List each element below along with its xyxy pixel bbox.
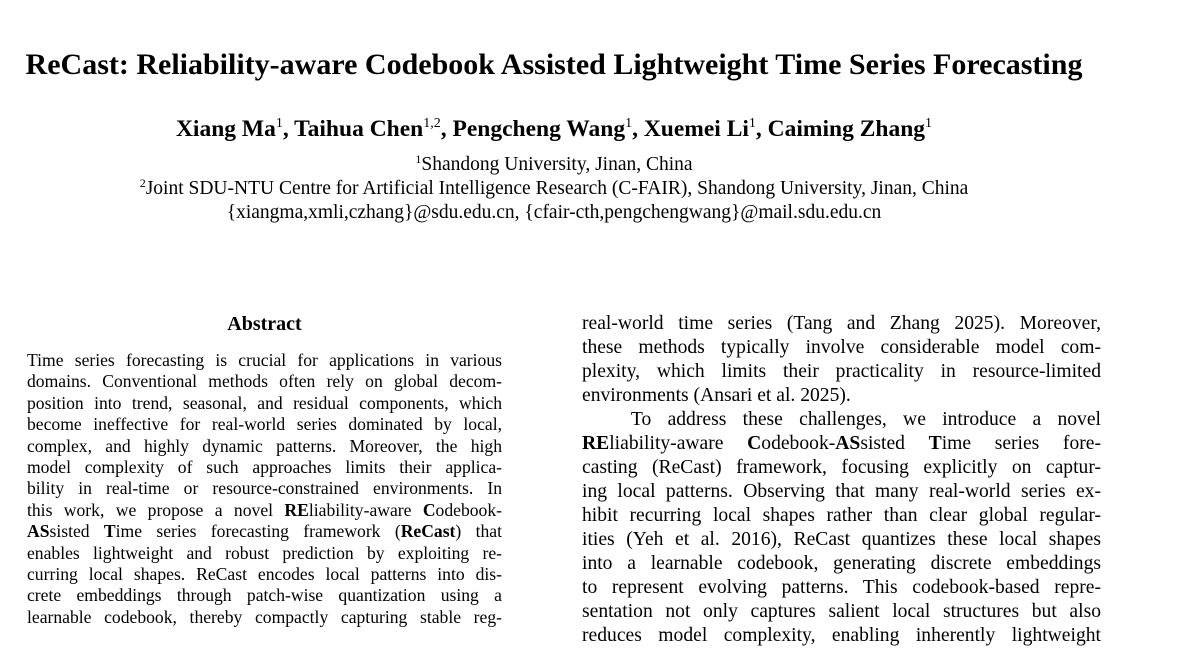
author-affiliation-marker: 1 [625,116,633,131]
body-text-line: to represent evolving patterns. This codebook-based repre- [582,577,1101,598]
abstract-line: complex, and highly dynamic patterns. Moreover, the high [27,435,502,456]
abstract-heading: Abstract [227,313,302,335]
abstract-line: position into trend, seasonal, and residual components, which [27,392,502,413]
affiliation-1 [0,153,1108,177]
body-text-line: into a learnable codebook, generating discrete embeddings [582,553,1101,574]
author-emails: {xiangma,xmli,czhang}@sdu.edu.cn, {cfair-cth,pengchengwang}@mail.sdu.edu.cn [226,202,882,223]
author-affiliation-marker: 1 [275,116,283,131]
introduction-body [582,312,1101,648]
body-text-line: ing local patterns. Observing that many real-world series ex- [582,481,1101,502]
abstract-line: become ineffective for real-world series dominated by local, [27,414,502,435]
abstract-line: ASsisted Time series forecasting framework (ReCast) that [27,521,503,542]
author-affiliation-marker: 1 [748,116,756,131]
author-list: Xiang Ma$^1$, Taihua Chen$^{1,2}$, Pengcheng Wang$^1$, Xuemei Li$^1$, Caiming Zhang$^1$ [175,116,933,142]
body-text-line: real-world time series (Tang and Zhang 2025). Moreover, [582,313,1101,334]
abstract-line: bility in real-time or resource-constrained environments. In [27,478,502,499]
body-text-line: REliability-aware Codebook-ASsisted Time series fore- [582,433,1101,454]
affiliation-1-marker: 1 [415,152,422,166]
body-text-line: environments (Ansari et al. 2025). [582,385,851,406]
affiliation-2-text: Joint SDU-NTU Centre for Artificial Intelligence Research (C-FAIR), Shandong University, Jinan, China [145,178,969,199]
abstract-line: curring local shapes. ReCast encodes local patterns into dis- [27,563,502,584]
abstract-line: enables lightweight and robust prediction by exploiting re- [27,542,502,563]
body-text-line: ities (Yeh et al. 2016), ReCast quantizes these local shapes [582,529,1101,550]
author-name: Taihua Chen [294,116,424,142]
body-text-line: casting (ReCast) framework, focusing explicitly on captur- [582,457,1101,478]
abstract-line: this work, we propose a novel REliability-aware Codebook- [27,499,502,520]
abstract-line: model complexity of such approaches limits their applica- [27,456,502,477]
body-text-line: these methods typically involve considerable model com- [582,337,1101,358]
abstract-line: domains. Conventional methods often rely on global decom- [27,371,502,392]
body-text-line: plexity, which limits their practicality in resource-limited [582,361,1101,382]
author-name: Caiming Zhang [767,116,926,142]
body-text-line: hibit recurring local shapes rather than clear global regular- [582,505,1101,526]
author-name: Pengcheng Wang [452,116,626,142]
body-text-line: reduces model complexity, enabling inherently lightweight [582,625,1101,646]
affiliation-2-marker: 2 [139,176,146,190]
paper-title: ReCast: Reliability-aware Codebook Assisted Lightweight Time Series Forecasting [25,48,1083,81]
author-affiliation-marker: 1,2 [423,116,441,131]
abstract-line: learnable codebook, thereby compactly capturing stable reg- [27,606,502,627]
affiliation-1-text: Shandong University, Jinan, China [421,154,693,175]
author-name: Xiang Ma [175,116,276,142]
body-text-line: sentation not only captures salient local structures but also [582,601,1101,622]
affiliation-2 [0,177,1108,201]
abstract-line: crete embeddings through patch-wise quantization using a [27,585,502,606]
abstract-line: Time series forecasting is crucial for applications in various [27,350,502,370]
author-name: Xuemei Li [643,116,749,142]
author-affiliation-marker: 1 [925,116,933,131]
body-text-line: To address these challenges, we introduce a novel [582,409,1101,430]
abstract-body [27,350,502,628]
